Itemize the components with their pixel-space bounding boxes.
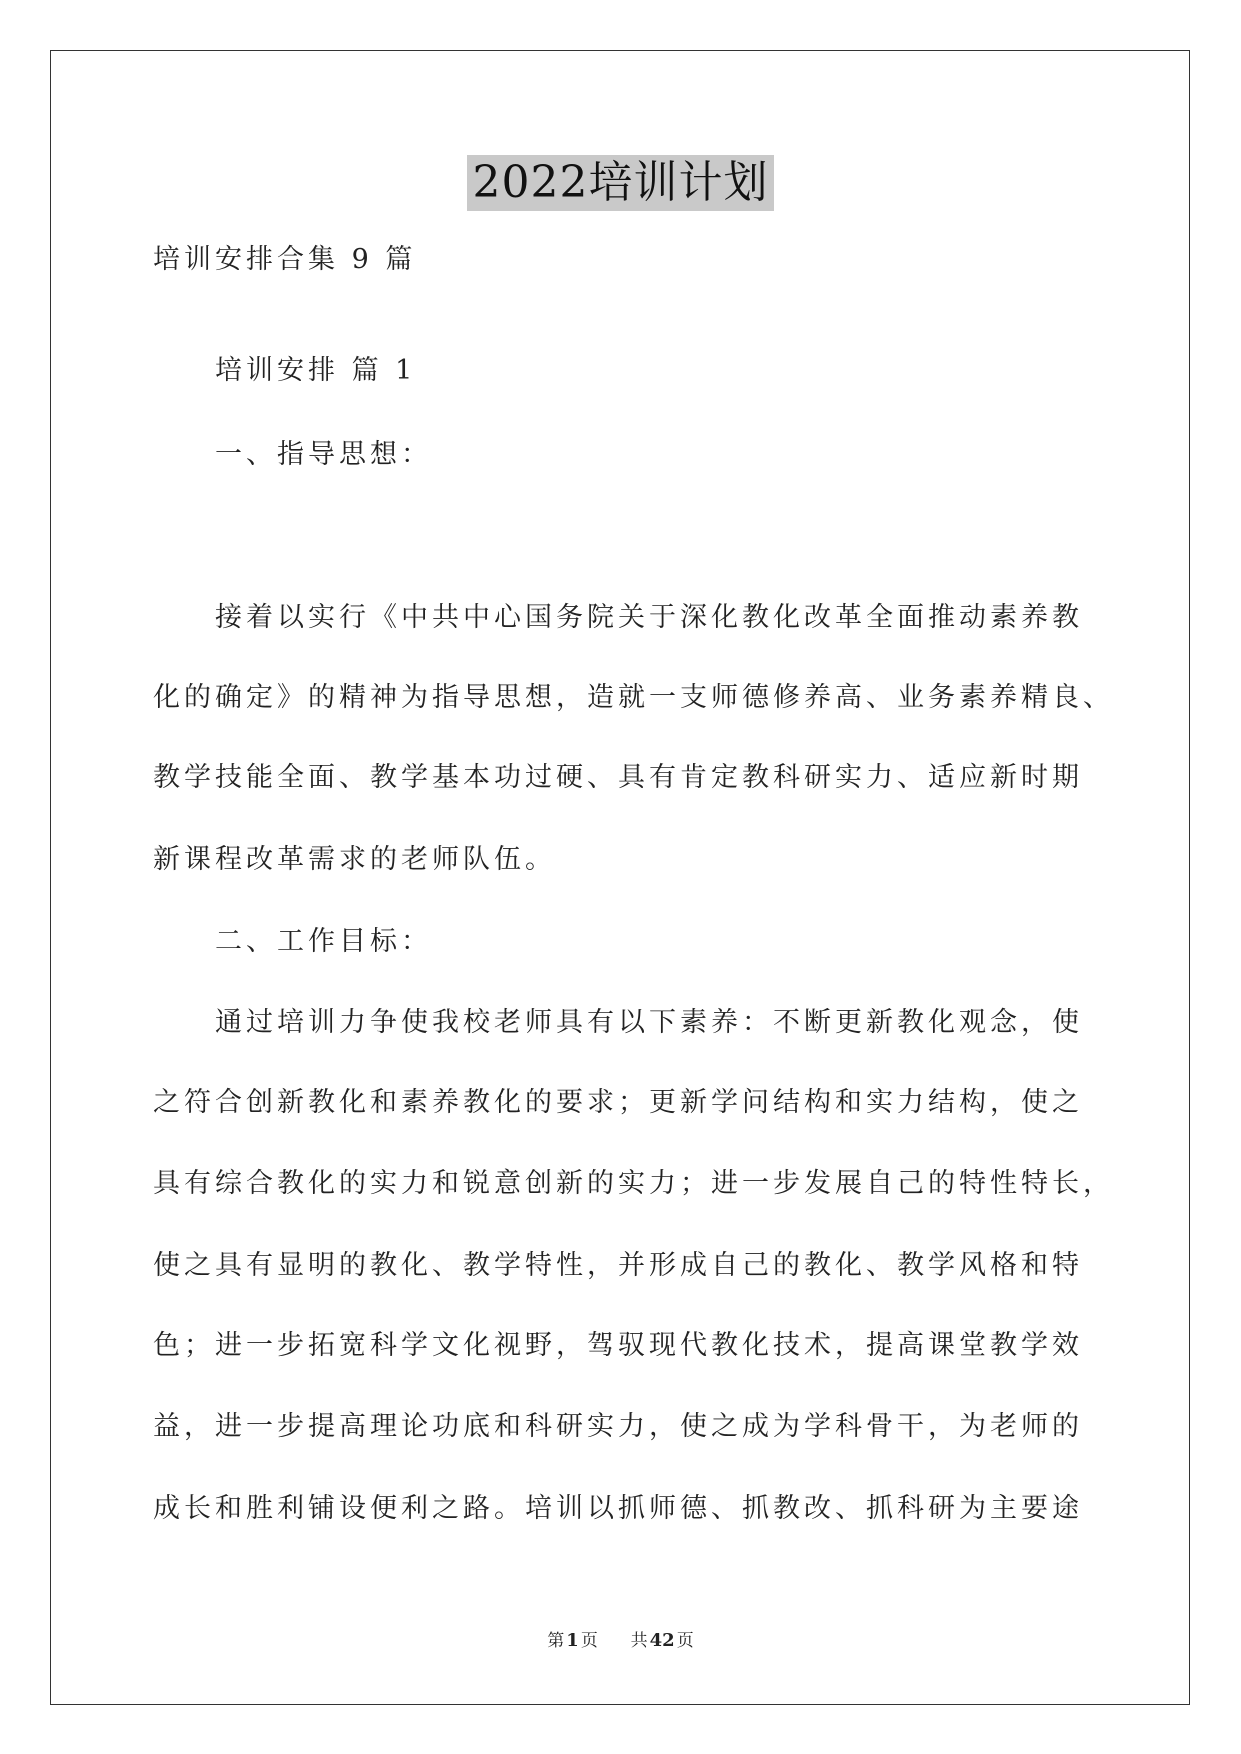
document-subtitle: 培训安排合集 9 篇 (153, 244, 417, 275)
heading-work-goals: 二、工作目标： (215, 926, 432, 957)
paragraph-line: 化的确定》的精神为指导思想，造就一支师德修养高、业务素养精良、 (153, 682, 1114, 713)
paragraph-line: 之符合创新教化和素养教化的要求；更新学问结构和实力结构，使之 (153, 1087, 1083, 1118)
title-container (0, 155, 1241, 211)
document-title: 2022培训计划 (467, 155, 775, 211)
paragraph-line: 益，进一步提高理论功底和科研实力，使之成为学科骨干，为老师的 (153, 1411, 1083, 1442)
heading-guiding-ideology: 一、指导思想： (215, 439, 432, 470)
paragraph-line: 成长和胜利铺设便利之路。培训以抓师德、抓教改、抓科研为主要途 (153, 1493, 1083, 1524)
paragraph-line: 具有综合教化的实力和锐意创新的实力；进一步发展自己的特性特长， (153, 1168, 1114, 1199)
page-border (50, 50, 1190, 1705)
section-heading: 培训安排 篇 1 (215, 355, 417, 386)
page-footer (0, 1630, 1241, 1652)
total-pages-suffix: 页 (676, 1631, 694, 1651)
paragraph-line: 使之具有显明的教化、教学特性，并形成自己的教化、教学风格和特 (153, 1250, 1083, 1281)
paragraph-line: 色；进一步拓宽科学文化视野，驾驭现代教化技术，提高课堂教学效 (153, 1330, 1083, 1361)
paragraph-line: 新课程改革需求的老师队伍。 (153, 844, 556, 875)
total-pages-number: 42 (649, 1630, 675, 1651)
paragraph-line: 通过培训力争使我校老师具有以下素养：不断更新教化观念，使 (215, 1007, 1083, 1038)
paragraph-line: 接着以实行《中共中心国务院关于深化教化改革全面推动素养教 (215, 602, 1083, 633)
total-pages-prefix: 共 (630, 1631, 648, 1651)
page-number-prefix: 第 (547, 1631, 565, 1651)
page-number-suffix: 页 (580, 1631, 598, 1651)
paragraph-line: 教学技能全面、教学基本功过硬、具有肯定教科研实力、适应新时期 (153, 762, 1083, 793)
current-page-number: 1 (566, 1630, 579, 1651)
